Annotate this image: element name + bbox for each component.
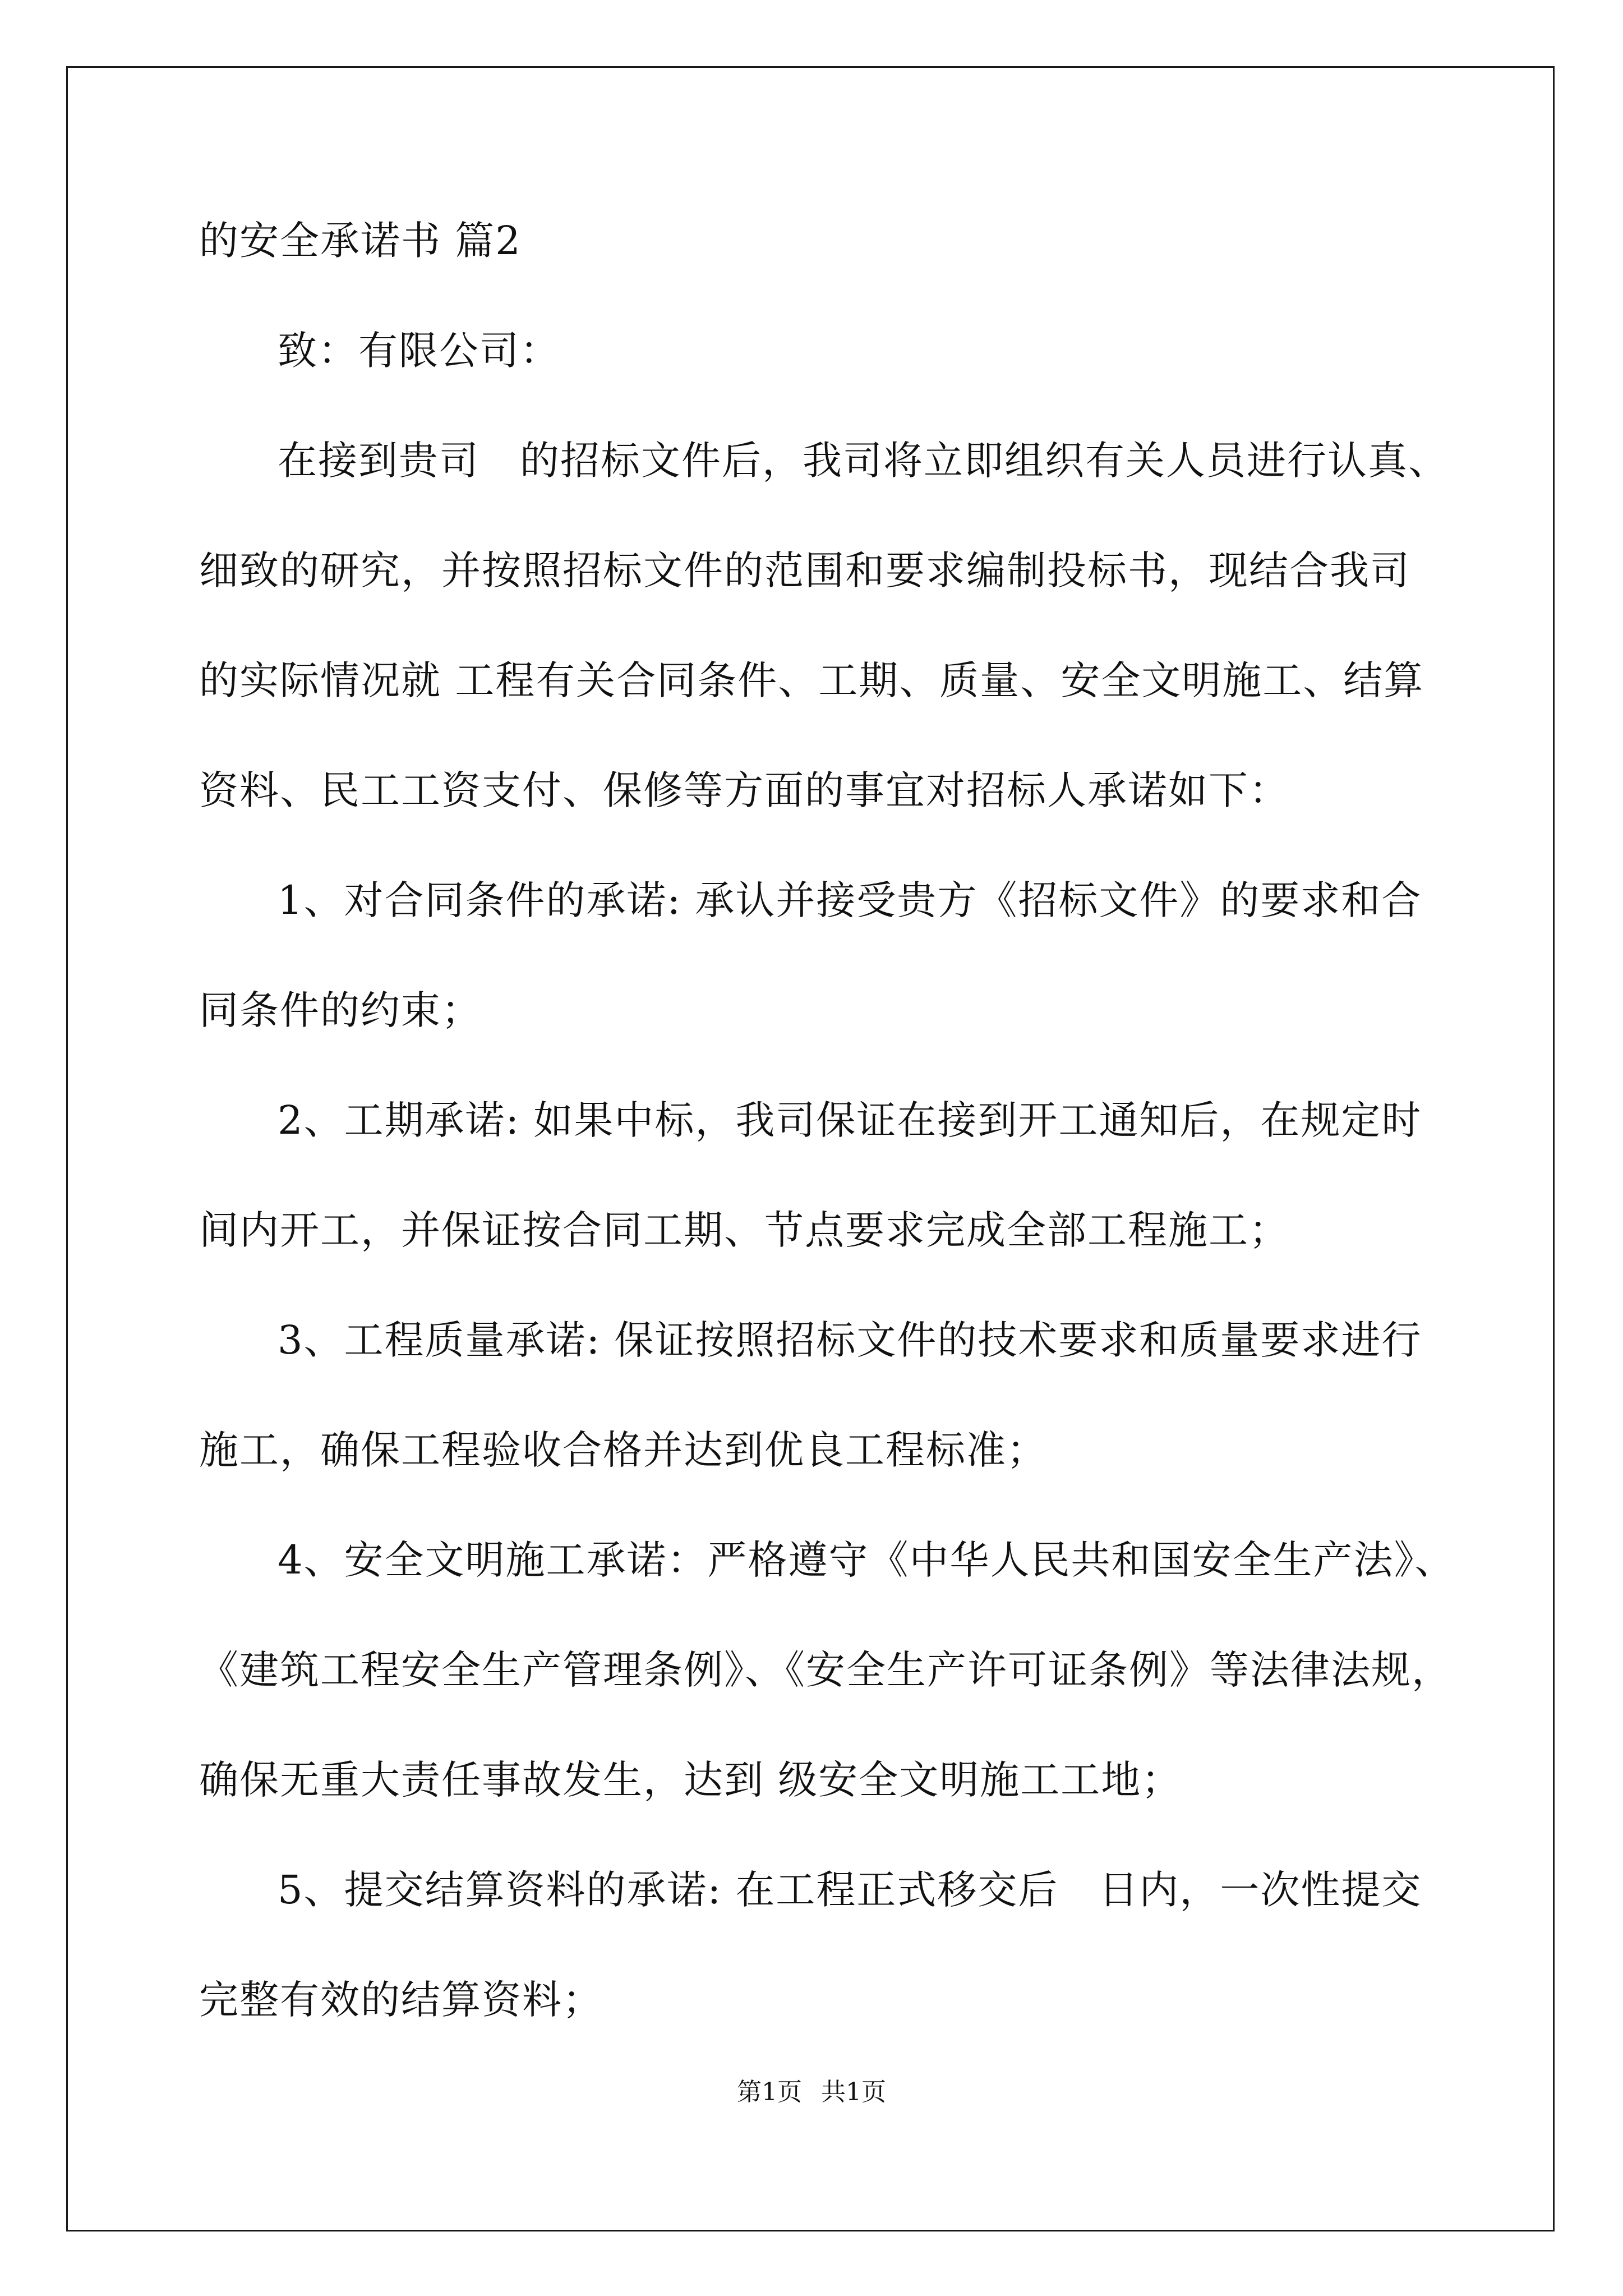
paragraph-line: 施工，确保工程验收合格并达到优良工程标准； <box>199 1427 1047 1473</box>
page-number: 第1页 <box>737 2078 802 2106</box>
paragraph-line: 2、工期承诺: 如果中标，我司保证在接到开工通知后，在规定时 <box>278 1097 1422 1143</box>
paragraph-line: 在接到贵司 的招标文件后，我司将立即组织有关人员进行认真、 <box>278 438 1449 484</box>
paragraph-line: 间内开工，并保证按合同工期、节点要求完成全部工程施工； <box>199 1207 1289 1253</box>
paragraph-line: 4、安全文明施工承诺：严格遵守《中华人民共和国安全生产法》、 <box>278 1537 1455 1583</box>
paragraph-line: 3、工程质量承诺: 保证按照招标文件的技术要求和质量要求进行 <box>278 1317 1422 1363</box>
paragraph-line: 致：有限公司： <box>278 328 560 374</box>
paragraph-line: 同条件的约束； <box>199 987 482 1033</box>
page-total: 共1页 <box>821 2078 886 2106</box>
paragraph-line: 《建筑工程安全生产管理条例》、《安全生产许可证条例》等法律法规， <box>199 1647 1452 1693</box>
document-body <box>199 213 1455 2082</box>
paragraph-line: 资料、民工工资支付、保修等方面的事宜对招标人承诺如下： <box>199 767 1289 813</box>
document-title: 的安全承诺书 篇2 <box>199 218 522 264</box>
paragraph-line: 5、提交结算资料的承诺: 在工程正式移交后 日内，一次性提交 <box>278 1867 1422 1913</box>
paragraph-line: 完整有效的结算资料； <box>199 1977 603 2023</box>
paragraph-line: 细致的研究，并按照招标文件的范围和要求编制投标书，现结合我司 <box>199 547 1410 593</box>
paragraph-line: 1、对合同条件的承诺: 承认并接受贵方《招标文件》的要求和合 <box>278 877 1422 923</box>
paragraph-line: 的实际情况就 工程有关合同条件、工期、质量、安全文明施工、结算 <box>199 657 1424 703</box>
page-footer <box>0 2076 1623 2109</box>
paragraph-line: 确保无重大责任事故发生，达到 级安全文明施工工地； <box>199 1757 1182 1803</box>
